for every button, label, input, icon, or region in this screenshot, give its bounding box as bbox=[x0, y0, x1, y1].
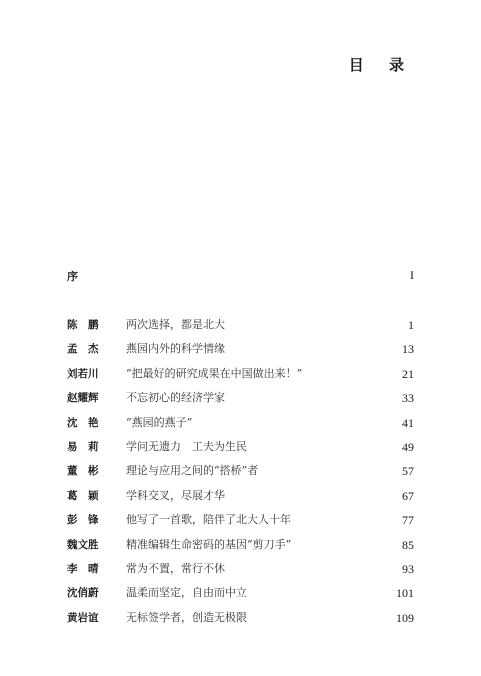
toc-entry[interactable] bbox=[67, 318, 414, 342]
toc-entry[interactable] bbox=[67, 538, 414, 562]
entry-title: “燕园的燕子” bbox=[126, 415, 193, 429]
entry-author: 赵耀辉 bbox=[67, 392, 99, 405]
entry-page-number: 21 bbox=[402, 366, 414, 381]
entry-page-number: 13 bbox=[402, 342, 414, 357]
entry-page-number: 93 bbox=[402, 561, 414, 576]
entry-author: 董 彬 bbox=[67, 465, 99, 478]
toc-entry[interactable] bbox=[67, 586, 414, 610]
toc-entry[interactable] bbox=[67, 416, 414, 440]
toc-entry[interactable] bbox=[67, 562, 414, 586]
toc-entry[interactable] bbox=[67, 440, 414, 464]
entry-title: 他写了一首歌，陪伴了北大人十年 bbox=[126, 513, 291, 527]
entry-author: 陈 鹏 bbox=[67, 319, 99, 331]
entry-author: 孟 杰 bbox=[67, 343, 99, 356]
toc-entry[interactable] bbox=[67, 513, 414, 537]
entry-title: 无标签学者，创造无极限 bbox=[126, 610, 247, 624]
entry-author: 黄岩谊 bbox=[67, 611, 99, 624]
toc-entry[interactable] bbox=[67, 342, 414, 366]
entry-page-number: 41 bbox=[402, 415, 414, 430]
entry-title: 温柔而坚定，自由而中立 bbox=[126, 586, 247, 600]
entry-author: 刘若川 bbox=[67, 367, 99, 380]
toc-entry[interactable] bbox=[67, 489, 414, 513]
entry-page-number: 109 bbox=[396, 610, 414, 625]
entry-page-number: 33 bbox=[402, 391, 414, 406]
entry-author: 易 莉 bbox=[67, 440, 99, 453]
entry-page-number: 57 bbox=[402, 464, 414, 479]
toc-entry[interactable] bbox=[67, 611, 414, 635]
entry-page-number: 49 bbox=[402, 439, 414, 454]
entry-author: 沈俏蔚 bbox=[67, 587, 99, 600]
entry-page-number: 1 bbox=[408, 318, 414, 332]
toc-entry[interactable] bbox=[67, 464, 414, 488]
preface-page-number: I bbox=[410, 268, 414, 282]
page-title: 目 录 bbox=[348, 56, 414, 74]
entry-title: 燕园内外的科学情缘 bbox=[126, 342, 225, 356]
entry-title: 两次选择，都是北大 bbox=[126, 318, 225, 331]
entry-author: 魏文胜 bbox=[67, 538, 99, 551]
toc-entry[interactable] bbox=[67, 391, 414, 415]
entry-title: “把最好的研究成果在中国做出来！” bbox=[126, 366, 303, 380]
entry-author: 李 晴 bbox=[67, 562, 99, 575]
entry-title: 理论与应用之间的“搭桥”者 bbox=[126, 464, 259, 478]
entry-author: 沈 艳 bbox=[67, 416, 99, 429]
entry-title: 学问无遗力 工夫为生民 bbox=[126, 439, 247, 453]
table-of-contents bbox=[67, 318, 414, 635]
entry-title: 常为不置，常行不休 bbox=[126, 561, 225, 575]
entry-author: 彭 锋 bbox=[67, 514, 99, 527]
entry-page-number: 85 bbox=[402, 537, 414, 552]
entry-title: 不忘初心的经济学家 bbox=[126, 391, 225, 405]
entry-title: 精准编辑生命密码的基因“剪刀手” bbox=[126, 537, 292, 551]
entry-title: 学科交叉，尽展才华 bbox=[126, 488, 225, 502]
toc-entry[interactable] bbox=[67, 367, 414, 391]
toc-preface-row[interactable] bbox=[67, 268, 414, 284]
entry-page-number: 77 bbox=[402, 513, 414, 528]
entry-author: 葛 颖 bbox=[67, 489, 99, 502]
entry-page-number: 67 bbox=[402, 488, 414, 503]
entry-page-number: 101 bbox=[396, 586, 414, 601]
preface-label: 序 bbox=[67, 270, 78, 283]
